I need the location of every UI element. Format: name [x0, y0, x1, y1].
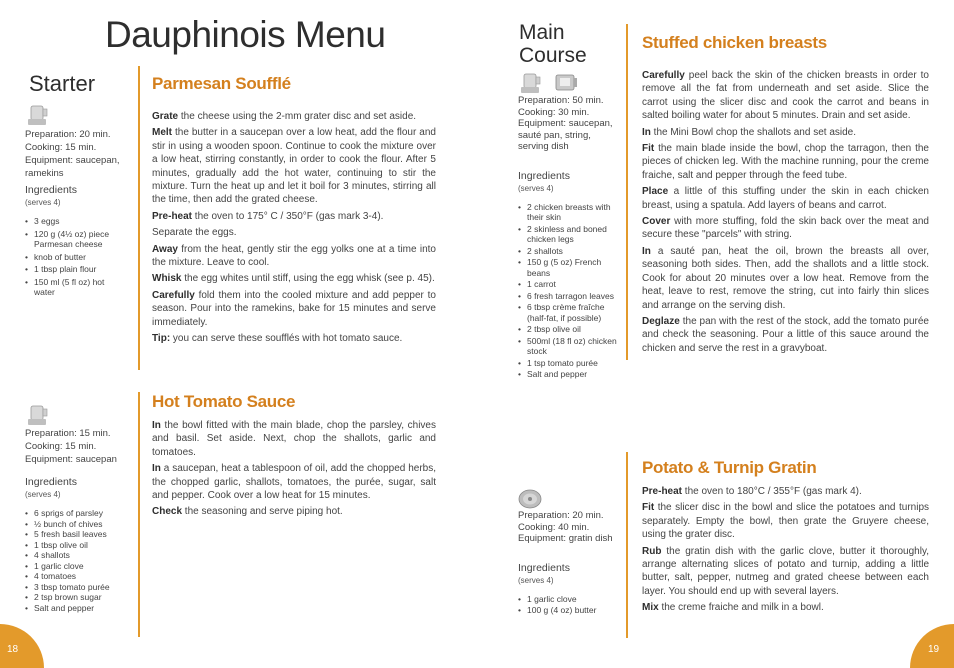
method-tip: Tip: you can serve these soufflés with hot tomato sauce.: [152, 333, 403, 345]
divider-gratin: [626, 452, 628, 638]
list-item: • 3 eggs: [25, 216, 125, 227]
list-item: • knob of butter: [25, 252, 125, 263]
food-processor-icon: [25, 404, 53, 426]
method-step: Place a little of this stuffing under the skin in each chicken breast, using a spatula. Add layers of beans and carrot.: [642, 186, 929, 211]
gratin-ingredient-list: [518, 594, 623, 616]
tomato-ingredient-list: [25, 508, 125, 613]
souffle-serves: (serves 4): [25, 198, 61, 207]
divider-chicken: [626, 24, 628, 360]
chicken-info-prep: Preparation: 50 min.: [518, 95, 604, 106]
tomato-info-prep: Preparation: 15 min.: [25, 428, 111, 439]
page-number-right-text: 19: [928, 644, 940, 655]
list-item: • 2 skinless and boned chicken legs: [518, 224, 623, 245]
tomato-info-equipment: Equipment: saucepan: [25, 454, 117, 465]
tomato-method: [152, 419, 436, 522]
gratin-sidebar: [518, 488, 623, 617]
list-item: • 150 ml (5 fl oz) hot water: [25, 277, 125, 298]
method-step: Away from the heat, gently stir the egg yolks one at a time into the mixture. Leave to cool.: [152, 243, 436, 269]
divider-souffle: [138, 66, 140, 370]
starter-label: Starter: [29, 71, 96, 96]
method-step: Carefully peel back the skin of the chicken breasts in order to remove all the fat from underneath and set aside. Slice the carrot using the slicer disc and cook the carrot and beans in salted boiling water for about 5 minutes. Drain and set aside.: [642, 70, 929, 122]
method-step: In the bowl fitted with the main blade, chop the parsley, chives and basil. Set aside. Next, chop the shallots, garlic and tomatoes.: [152, 420, 436, 458]
mini-bowl-icon: [552, 72, 580, 94]
list-item: • 1 garlic clove: [25, 561, 125, 572]
list-item: • 4 tomatoes: [25, 571, 125, 582]
list-item: • 6 fresh tarragon leaves: [518, 291, 623, 302]
divider-tomato: [138, 392, 140, 637]
chicken-method: [642, 69, 929, 358]
method-step: Carefully fold them into the cooled mixture and add pepper to season. Pour into the ramekins, bake for 15 minutes and serve immediately.: [152, 289, 436, 328]
souffle-ingredients-label: Ingredients: [25, 184, 77, 196]
chicken-sidebar: [518, 72, 623, 381]
food-processor-icon: [25, 104, 53, 126]
chicken-heading: Stuffed chicken breasts: [642, 33, 827, 52]
chicken-serves: (serves 4): [518, 183, 554, 193]
list-item: • 2 tbsp olive oil: [518, 324, 623, 335]
list-item: • 6 tbsp crème fraîche (half-fat, if possible): [518, 302, 623, 323]
list-item: • 1 tsp tomato purée: [518, 358, 623, 369]
gratin-heading: Potato & Turnip Gratin: [642, 458, 817, 477]
method-step: Fit the slicer disc in the bowl and slice the potatoes and turnips separately. Empty the bowl, then grate the Gruyere cheese, using the grater disc.: [642, 502, 929, 541]
list-item: • Salt and pepper: [25, 603, 125, 614]
list-item: • 500ml (18 fl oz) chicken stock: [518, 336, 623, 357]
list-item: • 120 g (4½ oz) piece Parmesan cheese: [25, 229, 125, 250]
list-item: • 1 tbsp olive oil: [25, 540, 125, 551]
list-item: • 2 chicken breasts with their skin: [518, 202, 623, 223]
tomato-ingredients-label: Ingredients: [25, 476, 77, 488]
list-item: • ½ bunch of chives: [25, 519, 125, 530]
list-item: • 4 shallots: [25, 550, 125, 561]
tomato-sidebar: [25, 404, 125, 613]
chicken-info-equipment: Equipment: saucepan, sauté pan, string, serving dish: [518, 118, 613, 152]
souffle-info-prep: Preparation: 20 min.: [25, 129, 111, 140]
list-item: • 1 carrot: [518, 279, 623, 290]
page-number-left-text: 18: [7, 644, 19, 655]
souffle-method: [152, 110, 436, 349]
souffle-info-cook: Cooking: 15 min.: [25, 142, 97, 153]
method-step: Whisk the egg whites until stiff, using the egg whisk (see p. 45).: [152, 273, 435, 285]
gratin-ingredients-label: Ingredients: [518, 561, 570, 574]
souffle-sidebar: [25, 104, 125, 300]
method-step: In the Mini Bowl chop the shallots and set aside.: [642, 126, 857, 138]
list-item: • 1 garlic clove: [518, 594, 623, 605]
food-processor-icon: [518, 72, 546, 94]
souffle-ingredient-list: [25, 216, 125, 298]
method-step: In a sauté pan, heat the oil, brown the breasts all over, seasoning both sides. Then, add the shallots and a little stock. Cook for about 20 minutes over a low heat. Remove from the heat, leave to rest, remove the string, cut into fairly thin slices and arrange on the serving dish.: [642, 245, 929, 311]
list-item: • 2 tsp brown sugar: [25, 592, 125, 603]
method-step: Cover with more stuffing, fold the skin back over the meat and secure these "parcels" with string.: [642, 216, 929, 241]
tomato-info-cook: Cooking: 15 min.: [25, 441, 97, 452]
list-item: • 100 g (4 oz) butter: [518, 605, 623, 616]
method-step: Grate the cheese using the 2-mm grater disc and set aside.: [152, 111, 417, 122]
gratin-info-prep: Preparation: 20 min.: [518, 510, 604, 521]
page-title: Dauphinois Menu: [105, 14, 386, 55]
page-number-left: [0, 624, 44, 668]
method-step: Melt the butter in a saucepan over a low heat, add the flour and stir in using a wooden spoon. Continue to cook the mixture over a low heat, stirring constantly, in order to cook the flour. After 5 minutes, gradually add the hot water, continuing to stir the mixture. Turn the heat up and let it boil for 3 minutes, stirring all the time, then add the grated cheese.: [152, 127, 436, 206]
gratin-info-cook: Cooking: 40 min.: [518, 521, 590, 533]
method-step: Pre-heat the oven to 175° C / 350°F (gas mark 3-4).: [152, 210, 384, 222]
method-step: Fit the main blade inside the bowl, chop the tarragon, then the pieces of chicken leg. With the machine running, pour the creme fraiche, salt and pepper through the feed tube.: [642, 143, 929, 181]
grater-disc-icon: [518, 488, 544, 510]
method-step: Check the seasoning and serve piping hot.: [152, 506, 343, 518]
list-item: • Salt and pepper: [518, 369, 623, 380]
list-item: • 3 tbsp tomato purée: [25, 582, 125, 593]
souffle-info-equipment: Equipment: saucepan, ramekins: [25, 155, 120, 179]
chicken-info-cook: Cooking: 30 min.: [518, 106, 590, 118]
list-item: • 2 shallots: [518, 246, 623, 257]
chicken-ingredients-label: Ingredients: [518, 169, 570, 182]
list-item: • 6 sprigs of parsley: [25, 508, 125, 519]
method-step: Rub the gratin dish with the garlic clove, butter it thoroughly, arrange alternating slices of potato and turnip, adding a little butter, salt, pepper, nutmeg and grated cheese between each layer. You should end up with several layers.: [642, 545, 929, 597]
page-number-right: [910, 624, 954, 668]
chicken-ingredient-list: [518, 202, 623, 380]
tomato-heading: Hot Tomato Sauce: [152, 392, 296, 411]
tomato-serves: (serves 4): [25, 490, 61, 499]
method-step: Separate the eggs.: [152, 227, 237, 239]
gratin-serves: (serves 4): [518, 575, 554, 585]
list-item: • 5 fresh basil leaves: [25, 529, 125, 540]
method-step: Mix the creme fraiche and milk in a bowl.: [642, 602, 824, 614]
method-step: Pre-heat the oven to 180°C / 355°F (gas mark 4).: [642, 486, 862, 497]
main-course-label: Main Course: [519, 21, 587, 67]
method-step: In a saucepan, heat a tablespoon of oil, add the chopped herbs, the chopped garlic, shallots, tomatoes, the purée, sugar, salt and pepper. Cook over a low heat for 15 minutes.: [152, 463, 436, 502]
list-item: • 150 g (5 oz) French beans: [518, 257, 623, 278]
souffle-heading: Parmesan Soufflé: [152, 74, 291, 93]
method-step: Deglaze the pan with the rest of the stock, add the tomato purée and check the seasoning. Pour a little of this sauce around the chicken and serve the rest in a gravyboat.: [642, 315, 929, 354]
list-item: • 1 tbsp plain flour: [25, 264, 125, 275]
gratin-info-equipment: Equipment: gratin dish: [518, 533, 613, 544]
gratin-method: [642, 485, 929, 618]
